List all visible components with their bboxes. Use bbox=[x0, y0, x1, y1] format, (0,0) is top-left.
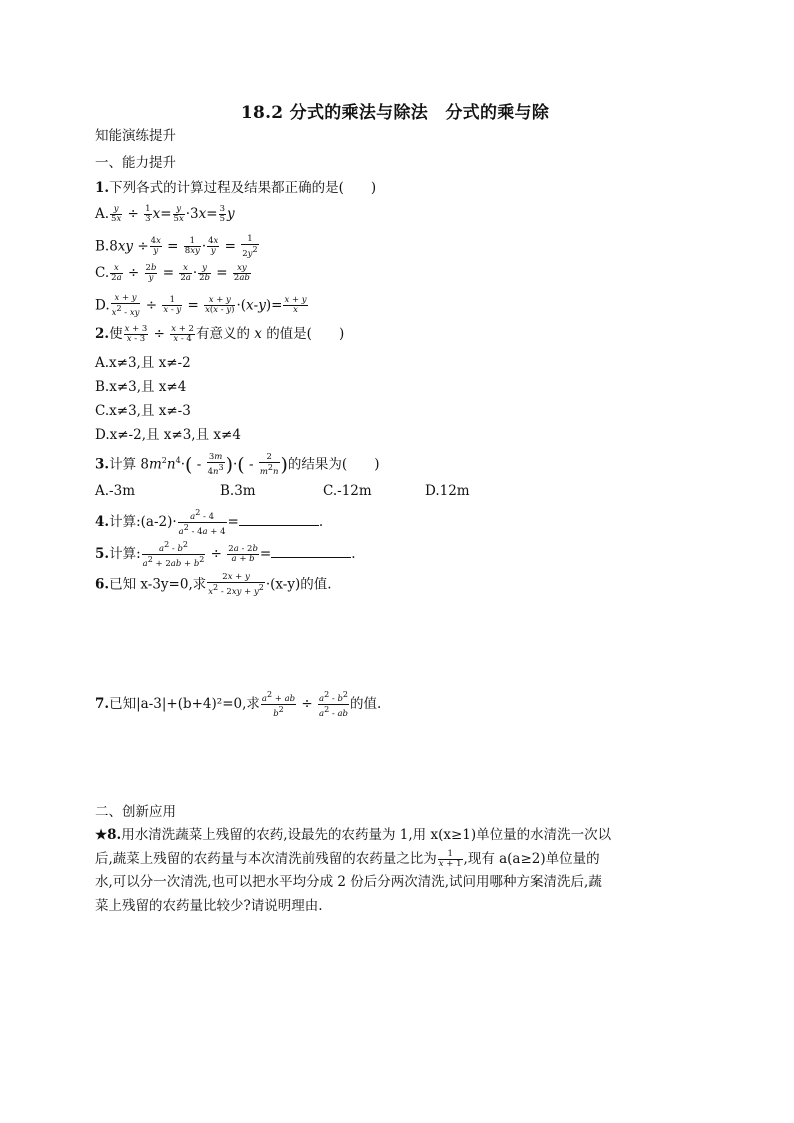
question-3-option-d: D.12m bbox=[425, 483, 470, 499]
question-1-stem: 1.下列各式的计算过程及结果都正确的是( ) bbox=[95, 180, 377, 196]
question-7: 7.已知|a-3|+(b+4)²=0,求 $\frac{a^2 + ab}{b^2}$ ÷ $\frac{a^2 - b^2}{a^2 - ab}$ 的值. bbox=[95, 690, 382, 719]
question-6: 6.已知 x-3y=0,求 $\frac{2x + y}{x^2 - 2xy + y^2}$ ·(x-y)的值. bbox=[95, 572, 332, 597]
question-3-stem: 3.计算 $8m^2n^4\cdot$( - $\frac{3m}{4n^3}$ )·( - $\frac{2}{m^2n}$ )的结果为( ) bbox=[95, 452, 380, 477]
question-1-option-a: A. $\frac{y}{5x}$ ÷ $\frac{1}{3}$ x= $\frac{y}{5x}$ ·3x= $\frac{3}{5}$ y bbox=[95, 204, 235, 224]
section-heading-1: 一、能力提升 bbox=[95, 155, 176, 171]
question-2-option-b: B.x≠3,且 x≠4 bbox=[95, 379, 187, 395]
page-title: 18.2 分式的乘法与除法 分式的乘与除 bbox=[240, 103, 550, 123]
question-3-option-b: B.3m bbox=[220, 483, 256, 499]
subtitle: 知能演练提升 bbox=[95, 128, 176, 144]
question-1-option-d: D. $\frac{x + y}{x^2 - xy}$ ÷ $\frac{1}{x - y}$ = $\frac{x + y}{x(x - y)}$ ·(x-y)= $\frac{x + y}{x}$ bbox=[95, 293, 307, 318]
answer-blank[interactable] bbox=[239, 513, 319, 526]
question-4: 4.计算:(a-2)· $\frac{a^2 - 4}{a^2 - 4a + 4}$ = . bbox=[95, 508, 324, 537]
question-2-option-c: C.x≠3,且 x≠-3 bbox=[95, 403, 191, 419]
question-2-option-a: A.x≠3,且 x≠-2 bbox=[95, 355, 191, 371]
question-3-option-a: A.-3m bbox=[95, 483, 135, 499]
question-2-stem: 2.使 $\frac{x + 3}{x - 3}$ ÷ $\frac{x + 2}{x - 4}$ 有意义的 x 的值是( ) bbox=[95, 324, 345, 344]
question-8: ★8.用水清洗蔬菜上残留的农药,设最先的农药量为 1,用 x(x≥1)单位量的水清洗一次以 后,蔬菜上残留的农药量与本次清洗前残留的农药量之比为 $\frac{1}{x + 1}$ ,现有 a(a≥2)单位量的 水,可以分一次清洗,也可以把水平均分成 2 份后分两次清洗,试问用哪种方案清洗后,蔬 菜上残留的农药量比较少?请说明理由. bbox=[95, 827, 612, 914]
question-2-option-d: D.x≠-2,且 x≠3,且 x≠4 bbox=[95, 427, 241, 443]
question-5: 5.计算: $\frac{a^2 - b^2}{a^2 + 2ab + b^2}$ ÷ $\frac{2a - 2b}{a + b}$ = . bbox=[95, 540, 356, 569]
answer-blank[interactable] bbox=[271, 545, 351, 558]
question-1-option-c: C. $\frac{x}{2a}$ ÷ $\frac{2b}{y}$ = $\frac{x}{2a}$ · $\frac{y}{2b}$ = $\frac{xy}{2ab}$ bbox=[95, 263, 250, 283]
question-3-option-c: C.-12m bbox=[323, 483, 372, 499]
section-heading-2: 二、创新应用 bbox=[95, 804, 176, 820]
question-1-option-b: B.8xy ÷ $\frac{4x}{y}$ = $\frac{1}{8xy}$ · $\frac{4x}{y}$ = $\frac{1}{2y^2}$ bbox=[95, 234, 258, 259]
